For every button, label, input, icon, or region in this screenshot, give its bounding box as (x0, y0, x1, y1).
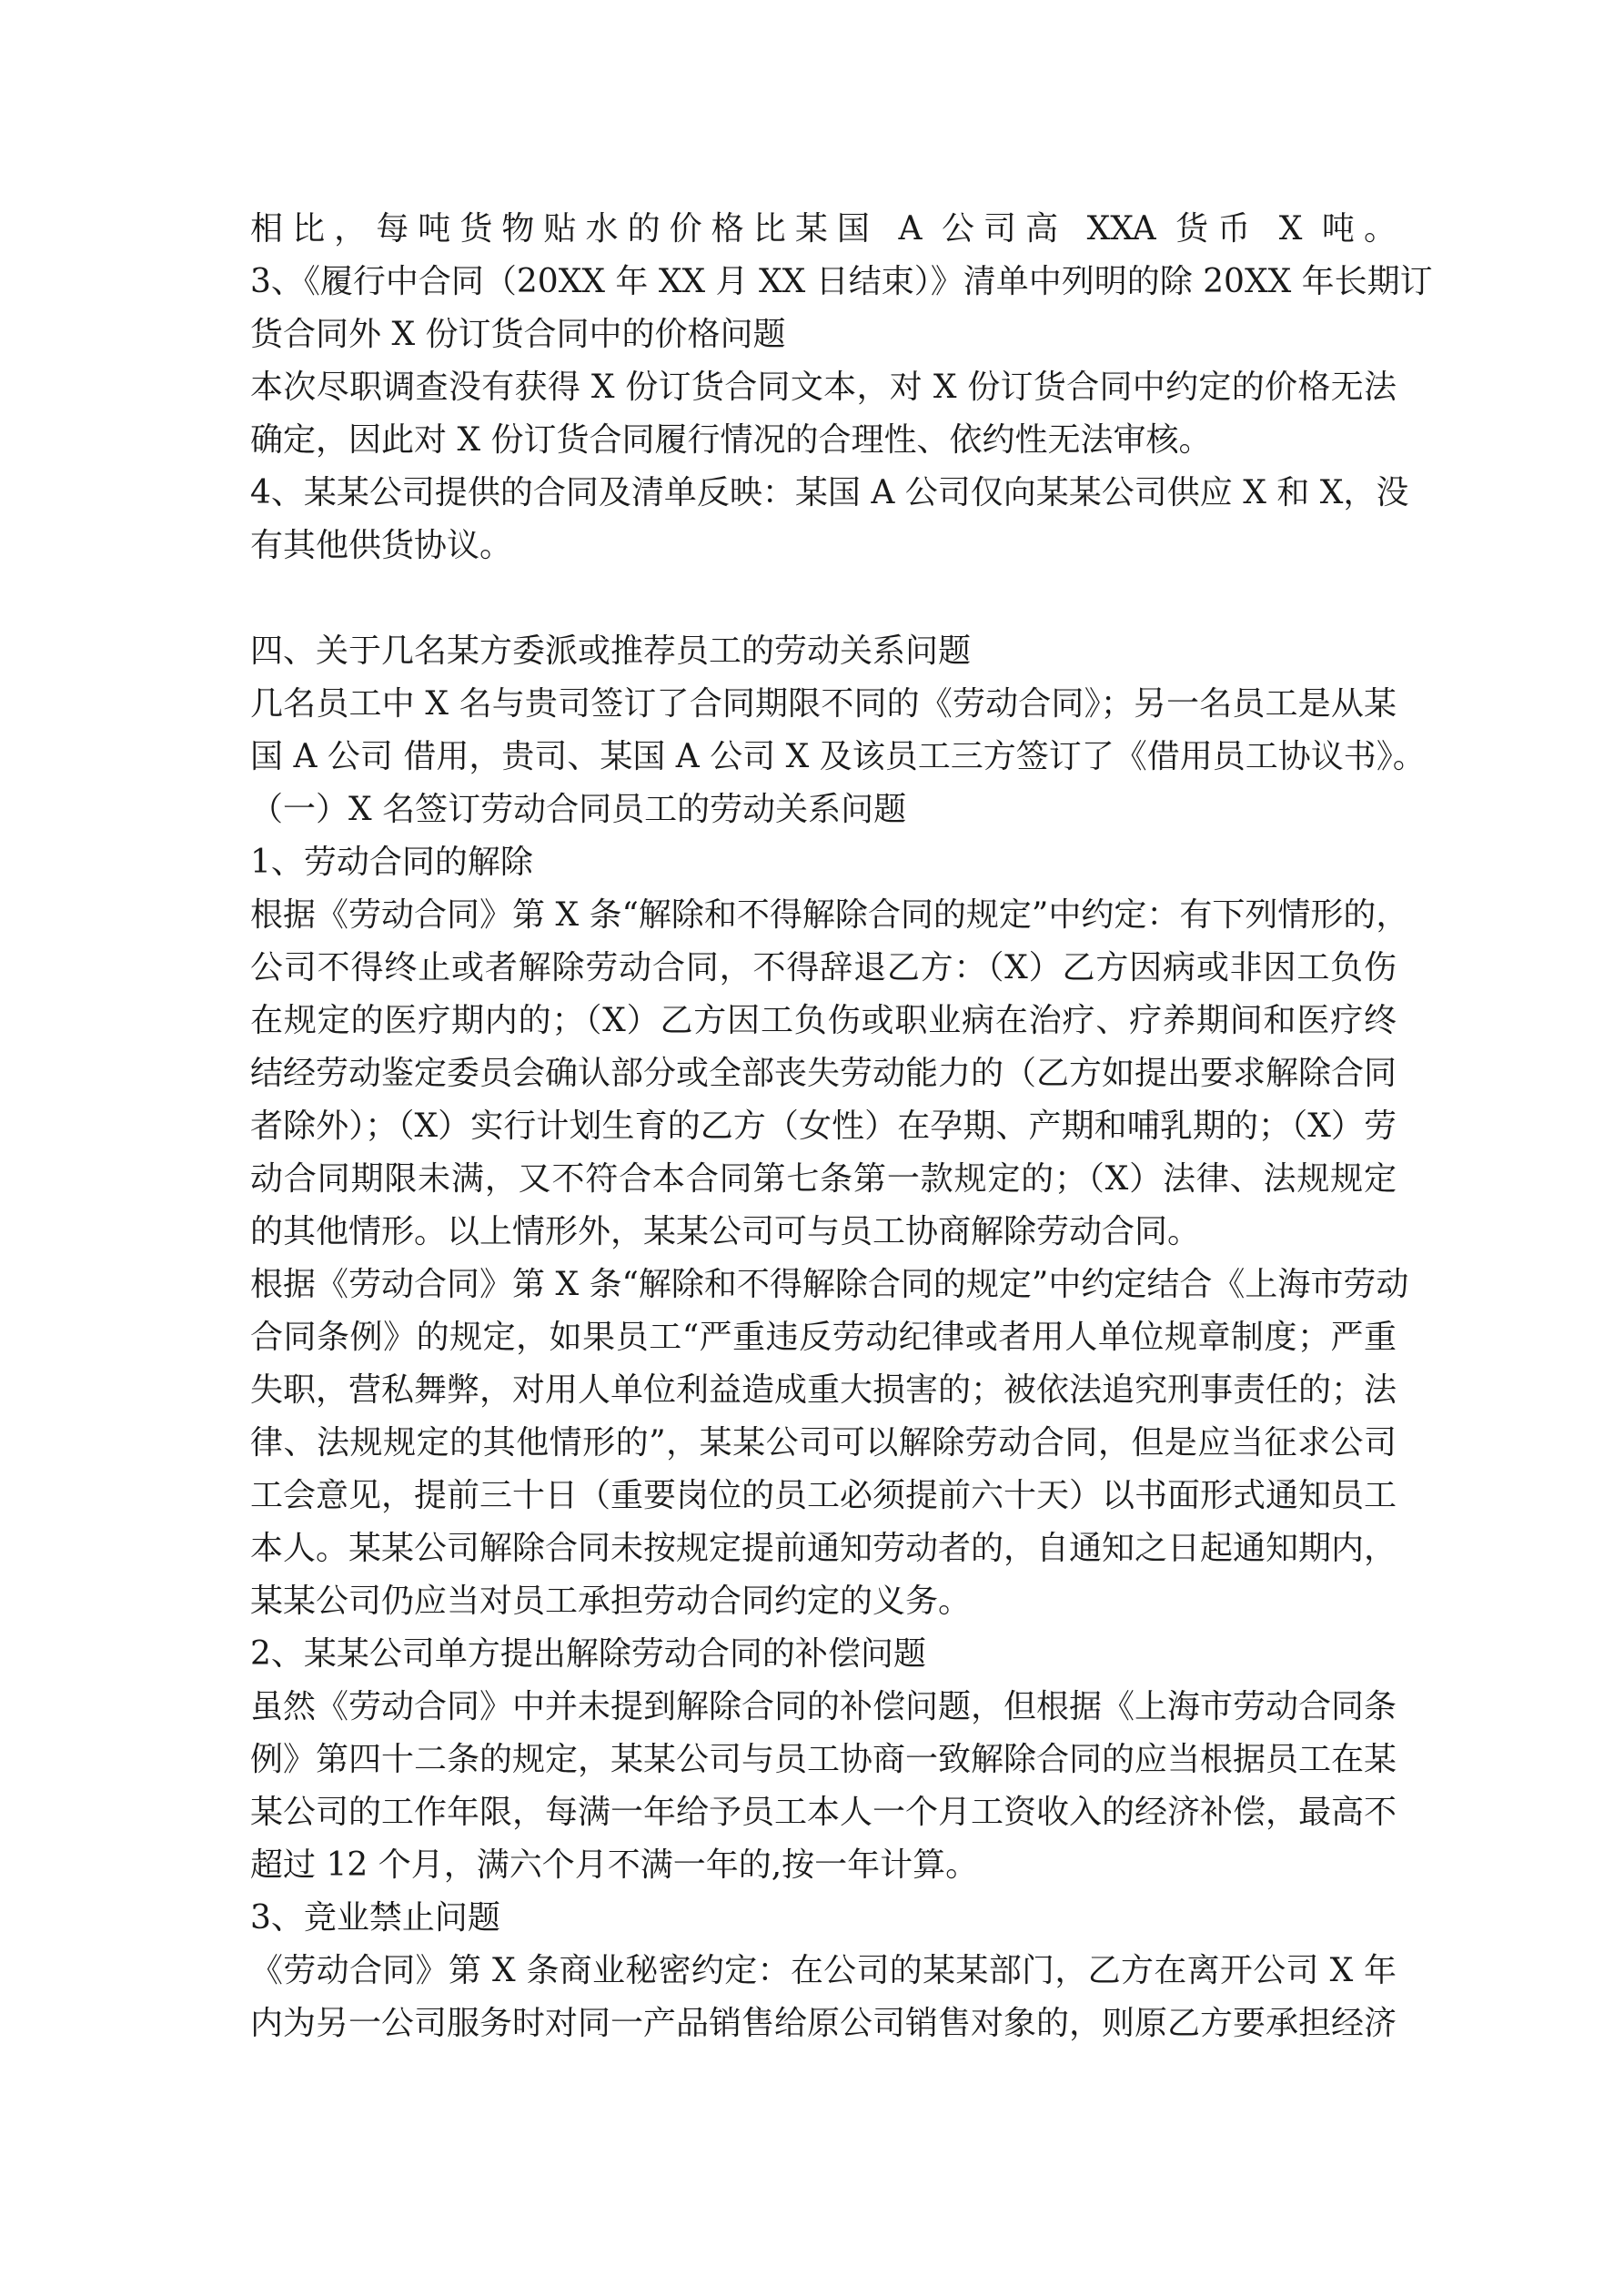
text-line: 本人。某某公司解除合同未按规定提前通知劳动者的，自通知之日起通知期内， (250, 1530, 1397, 1567)
text-line: 国 A 公司 借用，贵司、某国 A 公司 X 及该员工三方签订了《借用员工协议书》。 (250, 738, 1426, 775)
text-line: 某公司的工作年限，每满一年给予员工本人一个月工资收入的经济补偿，最高不 (250, 1794, 1397, 1831)
item-heading: 3、竞业禁止问题 (250, 1899, 500, 1937)
text-line: 几名员工中 X 名与贵司签订了合同期限不同的《劳动合同》；另一名员工是从某 (250, 685, 1397, 723)
subsection-heading: （一）X 名签订劳动合同员工的劳动关系问题 (250, 791, 907, 828)
text-line: 的其他情形。以上情形外，某某公司可与员工协商解除劳动合同。 (250, 1213, 1201, 1250)
text-line: 某某公司仍应当对员工承担劳动合同约定的义务。 (250, 1583, 972, 1620)
text-line: 本次尽职调查没有获得 X 份订货合同文本，对 X 份订货合同中约定的价格无法 (250, 369, 1397, 406)
text-line: 3、《履行中合同（20XX 年 XX 月 XX 日结束）》清单中列明的除 20XX 年长期订 (250, 263, 1433, 300)
text-line: 《劳动合同》第 X 条商业秘密约定：在公司的某某部门，乙方在离开公司 X 年 (250, 1952, 1397, 1989)
text-line: 4、某某公司提供的合同及清单反映：某国 A 公司仅向某某公司供应 X 和 X，没 (250, 474, 1409, 511)
item-heading: 2、某某公司单方提出解除劳动合同的补偿问题 (250, 1635, 926, 1673)
section-heading: 四、关于几名某方委派或推荐员工的劳动关系问题 (250, 632, 972, 670)
text-line: 根据《劳动合同》第 X 条“解除和不得解除合同的规定”中约定结合《上海市劳动 (250, 1266, 1409, 1303)
text-line: 者除外）；（X）实行计划生育的乙方（女性）在孕期、产期和哺乳期的；（X）劳 (250, 1108, 1397, 1145)
text-line: 在规定的医疗期内的；（X）乙方因工负伤或职业病在治疗、疗养期间和医疗终 (250, 1002, 1397, 1039)
text-line: 例》第四十二条的规定，某某公司与员工协商一致解除合同的应当根据员工在某 (250, 1741, 1397, 1778)
text-line: 律、法规规定的其他情形的”，某某公司可以解除劳动合同，但是应当征求公司 (250, 1424, 1397, 1462)
text-line: 失职，营私舞弊，对用人单位利益造成重大损害的；被依法追究刑事责任的；法 (250, 1371, 1397, 1409)
text-line: 公司不得终止或者解除劳动合同，不得辞退乙方：（X）乙方因病或非因工负伤 (250, 949, 1397, 986)
text-line: 货合同外 X 份订货合同中的价格问题 (250, 316, 786, 353)
text-line: 根据《劳动合同》第 X 条“解除和不得解除合同的规定”中约定：有下列情形的， (250, 896, 1409, 934)
text-line: 相比，每吨货物贴水的价格比某国 A 公司高 XXA 货币 X 吨。 (250, 210, 1397, 248)
text-line: 确定，因此对 X 份订货合同履行情况的合理性、依约性无法审核。 (250, 421, 1212, 459)
item-heading: 1、劳动合同的解除 (250, 844, 533, 881)
text-line: 有其他供货协议。 (250, 527, 513, 564)
text-line: 工会意见，提前三十日（重要岗位的员工必须提前六十天）以书面形式通知员工 (250, 1477, 1397, 1514)
text-line: 虽然《劳动合同》中并未提到解除合同的补偿问题，但根据《上海市劳动合同条 (250, 1688, 1397, 1725)
text-line: 超过 12 个月，满六个月不满一年的,按一年计算。 (250, 1846, 979, 1884)
text-line: 动合同期限未满，又不符合本合同第七条第一款规定的；（X）法律、法规规定 (250, 1160, 1397, 1198)
text-line: 合同条例》的规定，如果员工“严重违反劳动纪律或者用人单位规章制度；严重 (250, 1319, 1397, 1356)
text-line: 结经劳动鉴定委员会确认部分或全部丧失劳动能力的（乙方如提出要求解除合同 (250, 1055, 1397, 1092)
text-line: 内为另一公司服务时对同一产品销售给原公司销售对象的，则原乙方要承担经济 (250, 2005, 1397, 2042)
